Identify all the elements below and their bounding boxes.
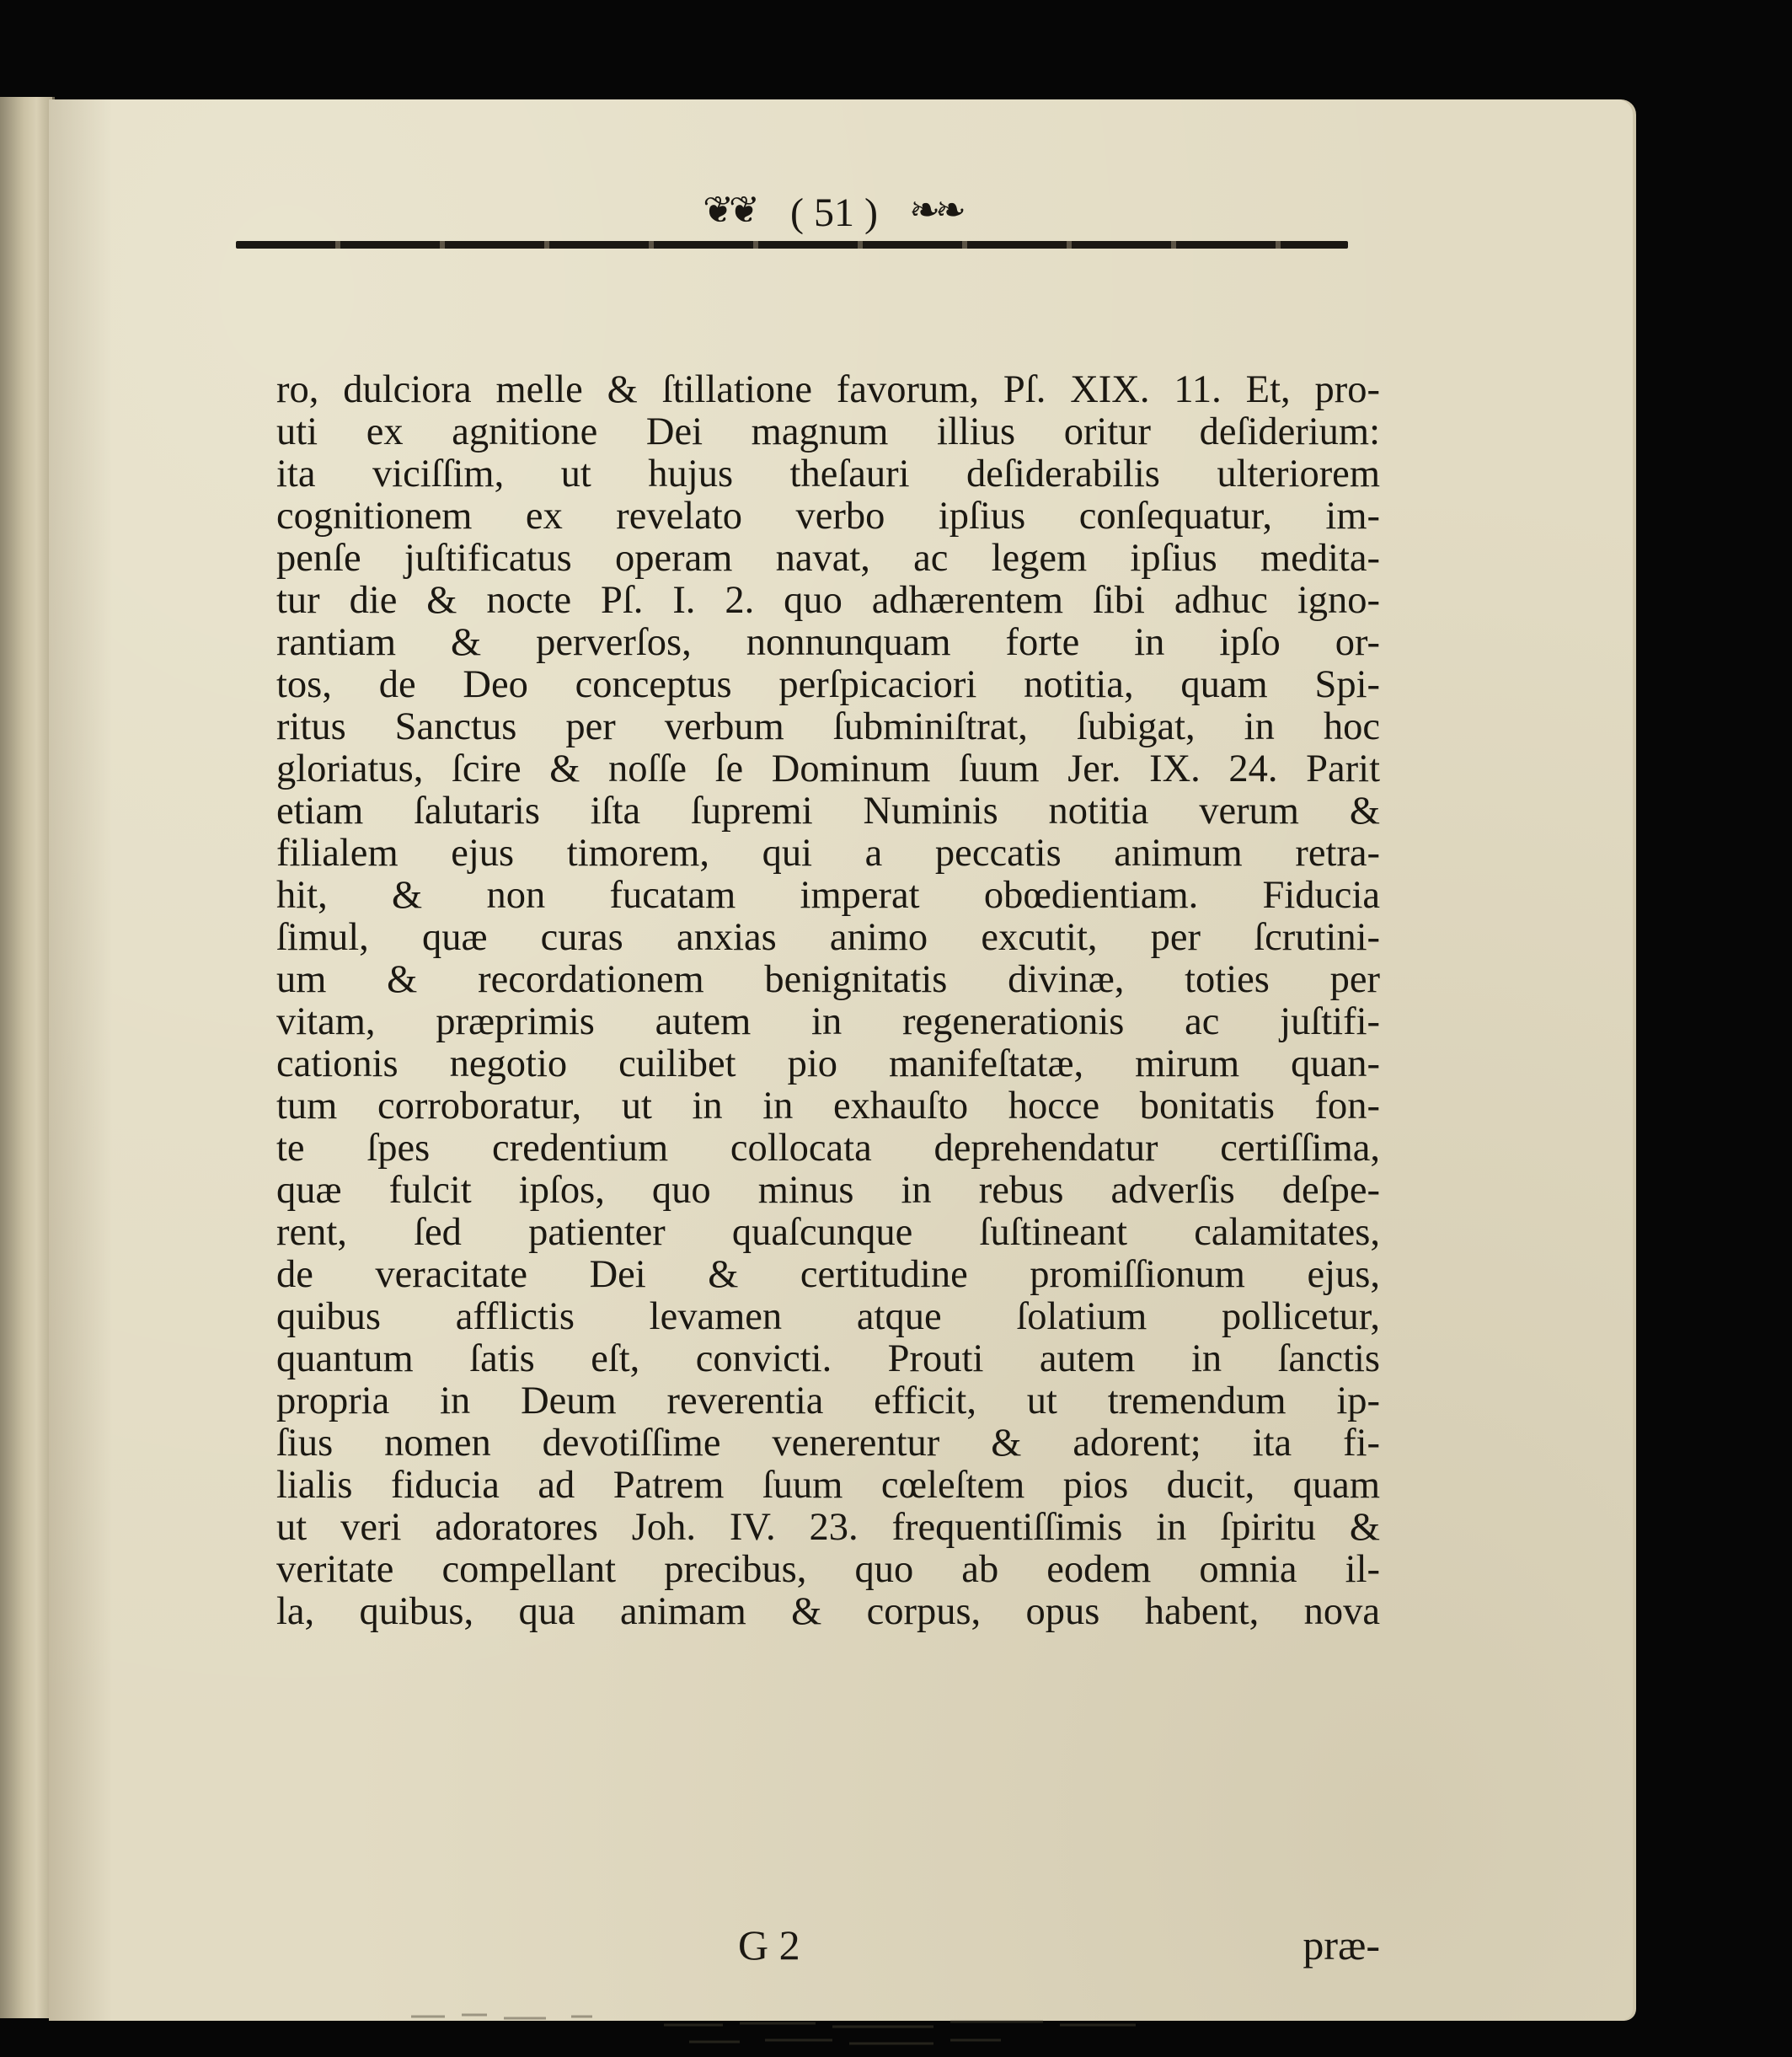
text-line: propria in Deum reverentia efficit, ut tremendum ip- <box>276 1379 1380 1422</box>
text-line: tos, de Deo conceptus perſpicaciori notitia, quam Spi- <box>276 663 1380 706</box>
text-line: ro, dulciora melle & ſtillatione favorum, Pſ. XIX. 11. Et, pro- <box>276 368 1380 411</box>
text-line: lialis fiducia ad Patrem ſuum cœleſtem pios ducit, quam <box>276 1464 1380 1507</box>
text-line: etiam ſalutaris iſta ſupremi Numinis notitia verum & <box>276 790 1380 833</box>
text-line: cationis negotio cuilibet pio manifeſtatæ, mirum quan- <box>276 1042 1380 1085</box>
text-line: quantum ſatis eſt, convicti. Prouti autem in ſanctis <box>276 1337 1380 1380</box>
text-line: quæ fulcit ipſos, quo minus in rebus adverſis deſpe- <box>276 1169 1380 1212</box>
text-line: penſe juſtificatus operam navat, ac legem ipſius medita- <box>276 537 1380 580</box>
text-line: ita viciſſim, ut hujus theſauri deſiderabilis ulteriorem <box>276 453 1380 496</box>
text-line: ritus Sanctus per verbum ſubminiſtrat, ſubigat, in hoc <box>276 705 1380 748</box>
body-text <box>276 369 1380 1633</box>
text-line: hit, & non fucatam imperat obœdientiam. Fiducia <box>276 874 1380 917</box>
text-line: ut veri adoratores Joh. IV. 23. frequentiſſimis in ſpiritu & <box>276 1506 1380 1549</box>
text-line: te ſpes credentium collocata deprehendatur certiſſima, <box>276 1127 1380 1170</box>
text-line: gloriatus, ſcire & noſſe ſe Dominum ſuum Jer. IX. 24. Parit <box>276 747 1380 790</box>
text-line: quibus afflictis levamen atque ſolatium pollicetur, <box>276 1295 1380 1338</box>
text-line: rantiam & perverſos, nonnunquam forte in ipſo or- <box>276 621 1380 664</box>
left-page-edge <box>0 97 55 2018</box>
catchword: præ- <box>1303 1921 1380 1969</box>
book-page <box>49 99 1633 2021</box>
text-line: ſius nomen devotiſſime venerentur & adorent; ita fi- <box>276 1422 1380 1465</box>
text-line: vitam, præprimis autem in regenerationis ac juſtifi- <box>276 1000 1380 1043</box>
signature-mark: G 2 <box>738 1921 800 1969</box>
show-through-bleed <box>411 1991 1186 2057</box>
text-line: cognitionem ex revelato verbo ipſius conſequatur, im- <box>276 495 1380 538</box>
left-ornament-icon: ❦❦ <box>703 189 755 232</box>
text-line: um & recordationem benignitatis divinæ, toties per <box>276 958 1380 1001</box>
header-rule <box>236 241 1348 249</box>
text-line: uti ex agnitione Dei magnum illius oritur deſiderium: <box>276 410 1380 453</box>
text-line: la, quibus, qua animam & corpus, opus habent, nova <box>276 1590 1380 1633</box>
right-ornament-icon: ❧❧ <box>909 189 961 232</box>
text-line: veritate compellant precibus, quo ab eodem omnia il- <box>276 1548 1380 1591</box>
page-footer <box>276 1920 1380 1970</box>
text-line: tur die & nocte Pſ. I. 2. quo adhærentem ſibi adhuc igno- <box>276 579 1380 622</box>
text-line: tum corroboratur, ut in in exhauſto hocce bonitatis fon- <box>276 1085 1380 1128</box>
text-line: ſimul, quæ curas anxias animo excutit, per ſcrutini- <box>276 916 1380 959</box>
text-line: de veracitate Dei & certitudine promiſſionum ejus, <box>276 1253 1380 1296</box>
page-number: ( 51 ) <box>790 190 878 235</box>
text-line: filialem ejus timorem, qui a peccatis animum retra- <box>276 832 1380 875</box>
page-header <box>236 190 1348 258</box>
text-line: rent, ſed patienter quaſcunque ſuſtineant calamitates, <box>276 1211 1380 1254</box>
